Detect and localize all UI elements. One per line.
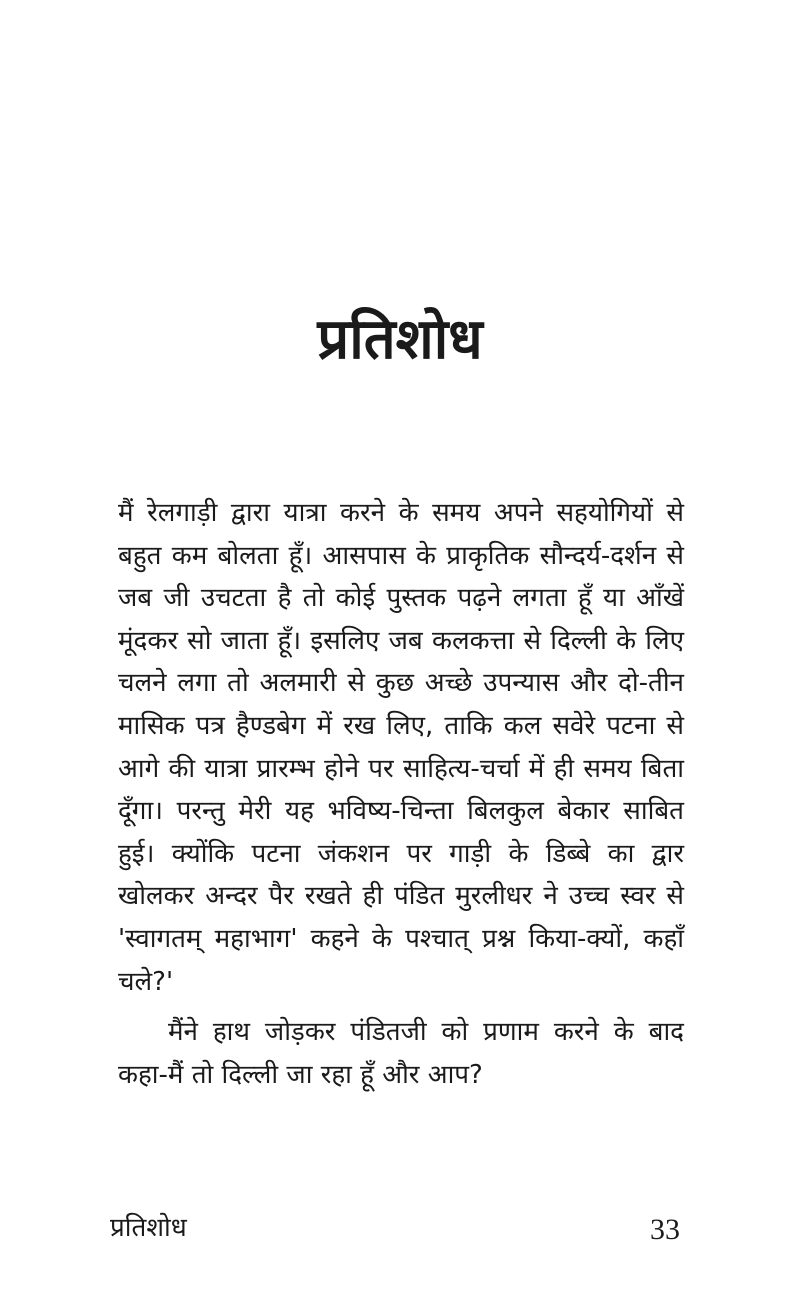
paragraph: मैं रेलगाड़ी द्वारा यात्रा करने के समय अपने सहयोगियों से बहुत कम बोलता हूँ। आसपास के प्राकृतिक सौन्दर्य-दर्शन से जब जी उचटता है तो कोई पुस्तक पढ़ने लगता हूँ या आँखें मूंदकर सो जाता हूँ। इसलिए जब कलकत्ता से दिल्ली के लिए चलने लगा तो अलमारी से कुछ अच्छे उपन्यास और दो-तीन मासिक पत्र हैण्डबेग में रख लिए, ताकि कल सवेरे पटना से आगे की यात्रा प्रारम्भ होने पर साहित्य-चर्चा में ही समय बिता दूँगा। परन्तु मेरी यह भविष्य-चिन्ता बिलकुल बेकार साबित हुई। क्योंकि पटना जंकशन पर गाड़ी के डिब्बे का द्वार खोलकर अन्दर पैर रखते ही पंडित मुरलीधर ने उच्च स्वर से 'स्वागतम् महाभाग' कहने के पश्चात् प्रश्न किया-क्यों, कहाँ चले?' — [118, 498, 684, 997]
page-number: 33 — [650, 1213, 680, 1246]
running-footer-title: प्रतिशोध — [110, 1213, 187, 1243]
paragraph: मैंने हाथ जोड़कर पंडितजी को प्रणाम करने के बाद कहा-मैं तो दिल्ली जा रहा हूँ और आप? — [118, 1017, 684, 1090]
chapter-title: प्रतिशोध — [317, 307, 483, 372]
body-text — [118, 492, 684, 1096]
